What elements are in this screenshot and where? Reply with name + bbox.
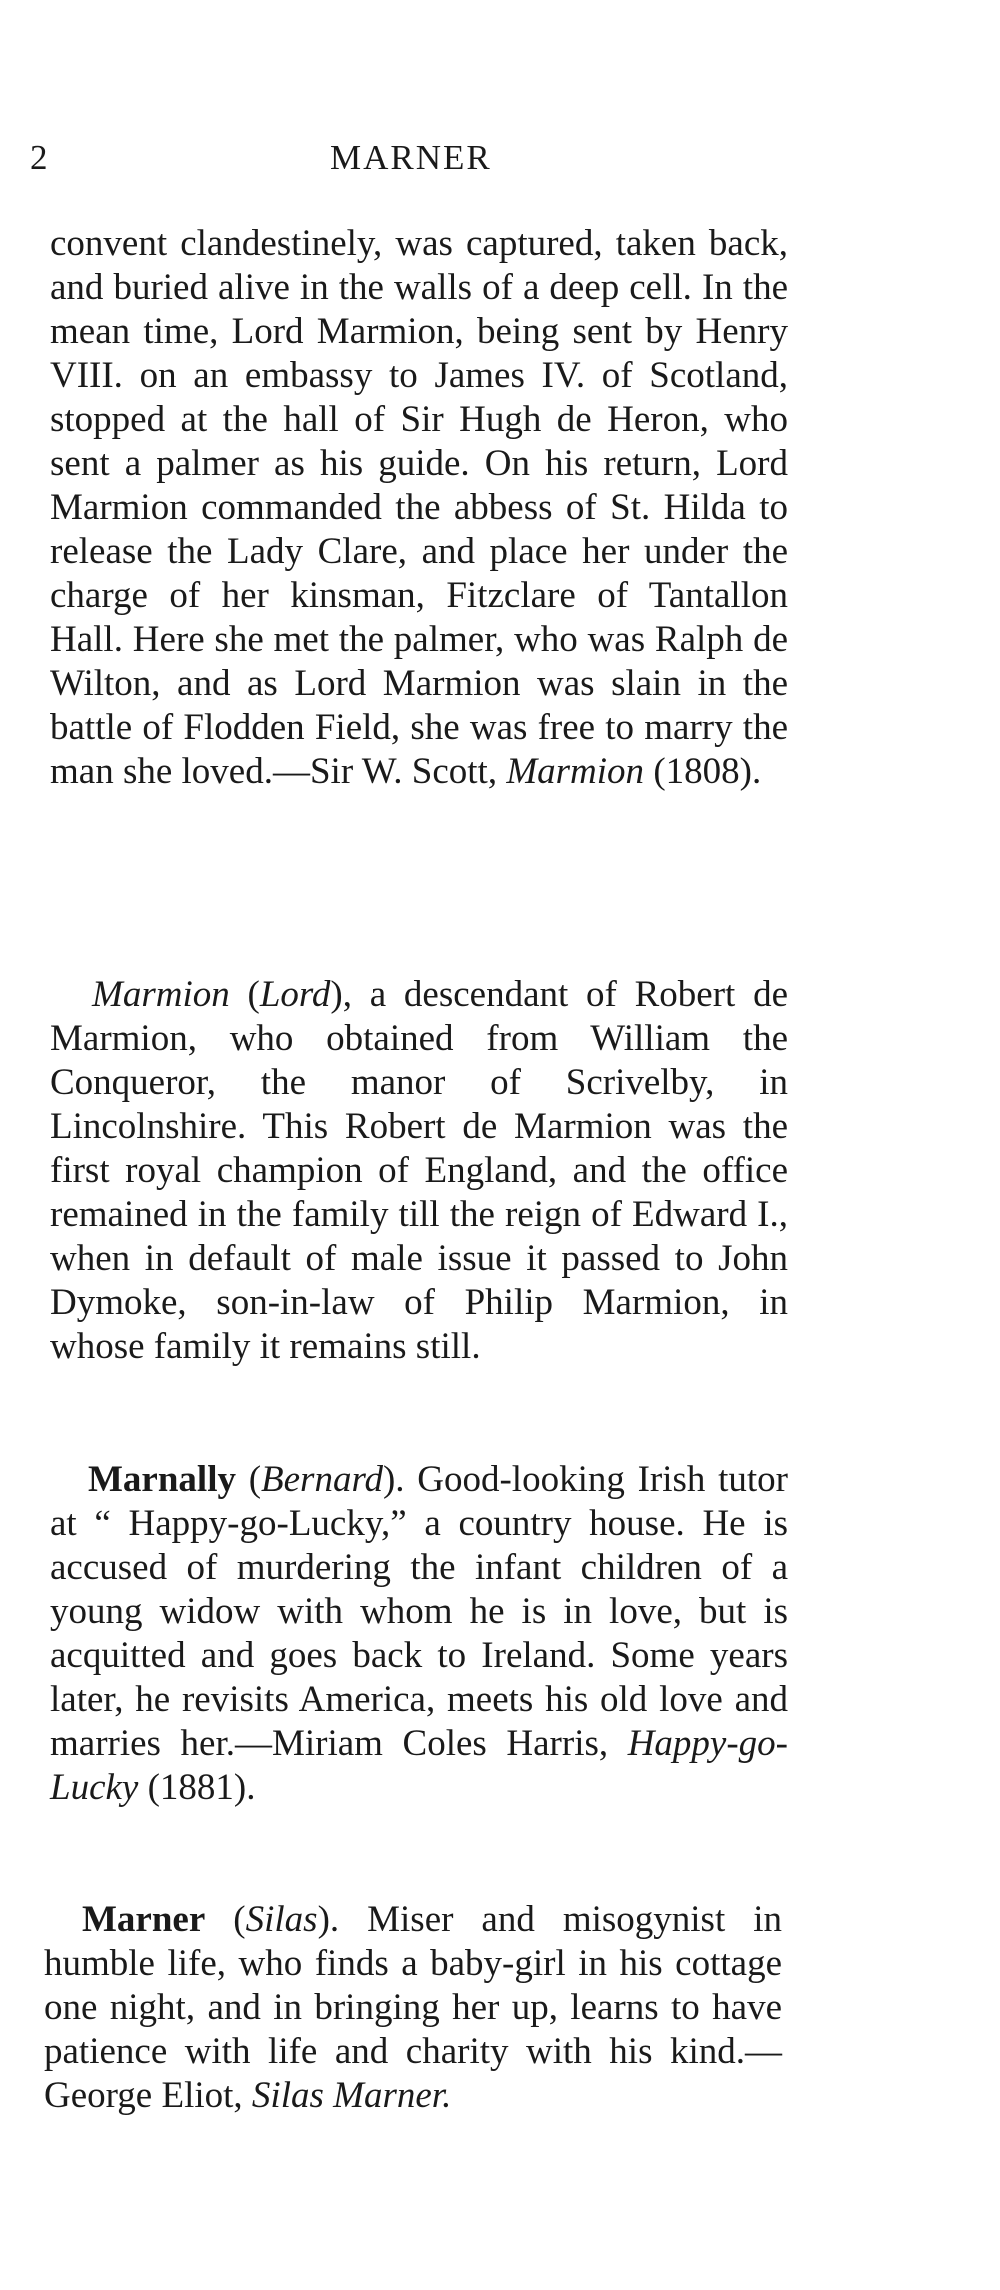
continued-entry-body: convent clandestinely, was captured, taken back, and buried alive in the walls of a deep cell. In the mean time, Lord Marmion, being sent by Henry VIII. on an embassy to James IV. of Scotland, stopped at the hall of Sir Hugh de Heron, who sent a palmer as his guide. On his return, Lord Marmion commanded the abbess of St. Hilda to release the Lady Clare, and place her under the charge of her kinsman, Fitzclare of Tantallon Hall. Here she met the palmer, who was Ralph de Wilton, and as Lord Marmion was slain in the battle of Flodden Field, she was free to marry the man she loved.—Sir W. Scott, [50, 223, 788, 792]
page-header [30, 138, 790, 188]
entry-source-title: Silas Marner. [251, 2075, 452, 2116]
entry-body: ). Good-looking Irish tutor at “ Happy-go-Lucky,” a country house. He is accused of murdering the infant children of a young widow with whom he is in love, but is acquitted and goes back to Ireland. Some years later, he revisits America, meets his old love and marries her.—Miriam Coles Harris, [50, 1459, 789, 1764]
entry-marner [44, 1898, 782, 2118]
entry-marnally [50, 1458, 788, 1810]
entry-text [50, 1458, 788, 1810]
entry-source-title: Happy-go-Lucky [50, 1723, 788, 1808]
continued-entry-source-year: (1808). [644, 751, 762, 792]
running-head: MARNER [330, 138, 492, 177]
continued-entry-paragraph [50, 222, 788, 794]
entry-qualifier-open: ( [235, 1459, 262, 1500]
page-number: 2 [30, 138, 49, 177]
entry-qualifier: Bernard [261, 1459, 383, 1500]
entry-headword: Marnally [88, 1459, 236, 1500]
entry-qualifier-open: ( [205, 1899, 246, 1940]
entry-body: ). Miser and misogynist in humble life, who finds a baby-girl in his cottage one night, and in bringing her up, learns to have patience with life and charity with his kind.—George Eliot, [44, 1899, 782, 2116]
entry-text [44, 1898, 782, 2118]
entry-qualifier: Silas [245, 1899, 318, 1940]
entry-qualifier: Lord [259, 974, 331, 1015]
entry-qualifier-open: ( [229, 974, 260, 1015]
entry-source-year: (1881). [138, 1767, 256, 1808]
entry-body: ), a descendant of Robert de Marmion, who obtained from William the Conqueror, the manor of Scrivelby, in Lincolnshire. This Robert de Marmion was the first royal champion of England, and the office remained in the family till the reign of Edward I., when in default of male issue it passed to John Dymoke, son-in-law of Philip Marmion, in whose family it remains still. [50, 974, 788, 1367]
entry-marmion-lord [50, 973, 788, 1369]
entry-headword: Marmion [92, 974, 230, 1015]
entry-headword: Marner [82, 1899, 206, 1940]
entry-text [50, 973, 788, 1369]
continued-entry-text [50, 222, 788, 794]
continued-entry-source-title: Marmion [506, 751, 645, 792]
